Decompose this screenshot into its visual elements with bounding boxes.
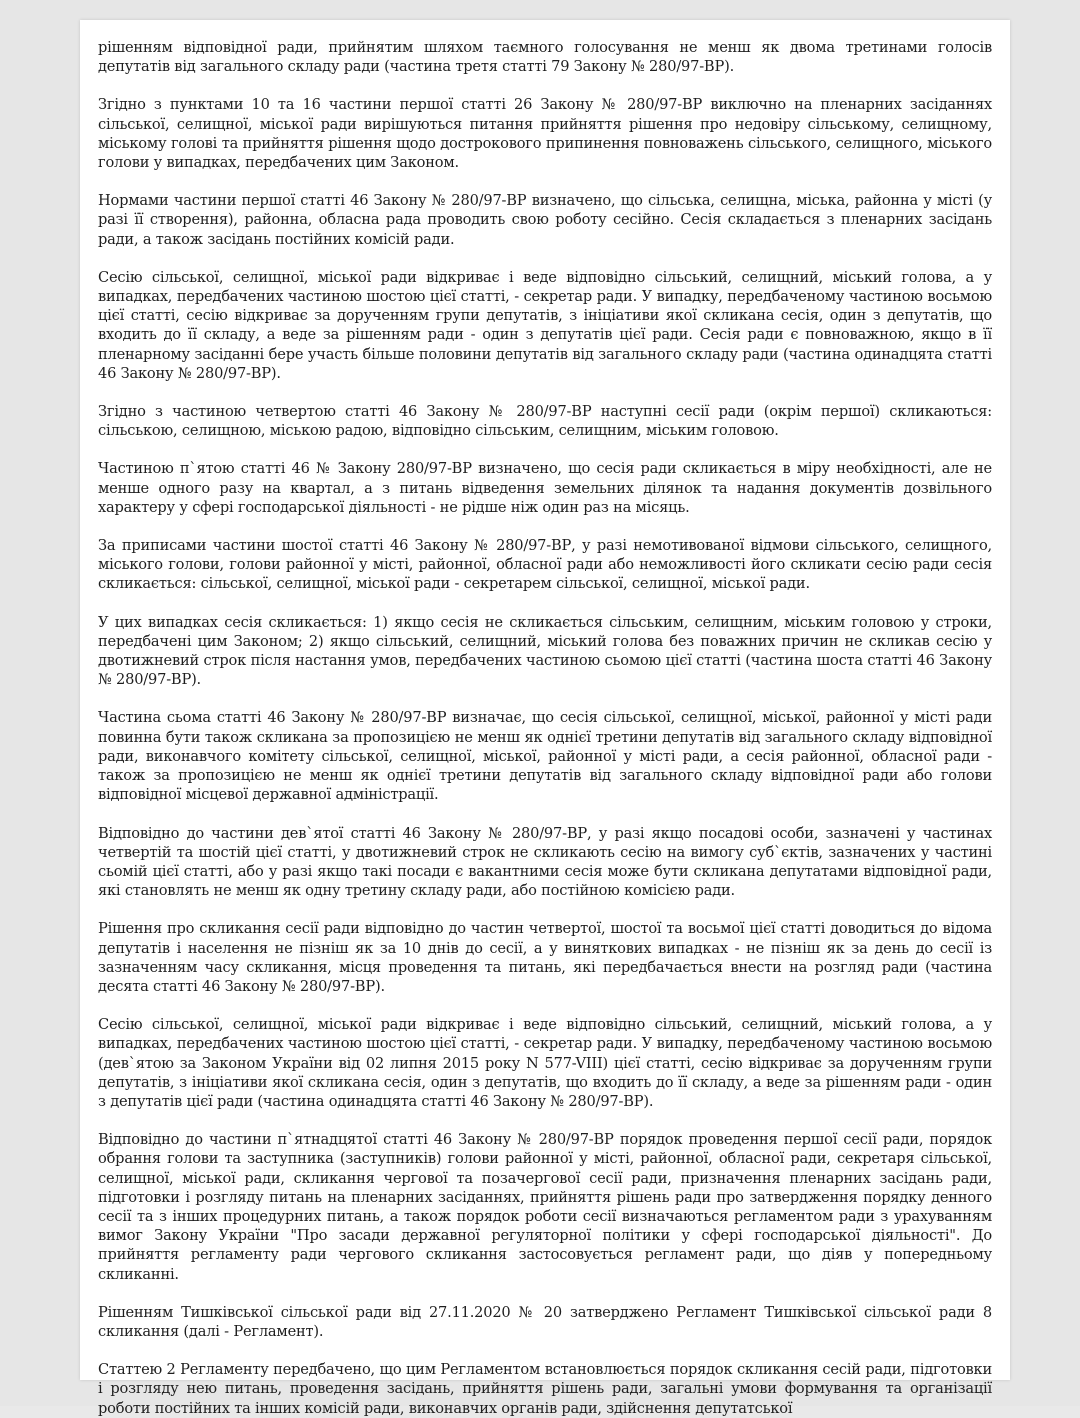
paragraph: Згідно з частиною четвертою статті 46 Закону № 280/97-ВР наступні сесії ради (окрім першої) скликаються: сільською, селищною, міською радою, відповідно сільським, селищним, міським головою. (98, 403, 992, 440)
paragraph: Частина сьома статті 46 Закону № 280/97-ВР визначає, що сесія сільської, селищної, міської, районної у місті ради повинна бути також скликана за пропозицією не менш як однієї третини депутатів від загального складу відповідної ради, виконавчого комітету сільської, селищної, міської, районної у місті ради, а сесія районної, обласної ради - також за пропозицією не менш як однієї третини депутатів від загального складу відповідної ради або голови відповідної місцевої державної адміністрації. (98, 709, 992, 804)
paragraph: Сесію сільської, селищної, міської ради відкриває і веде відповідно сільський, селищний, міський голова, а у випадках, передбачених частиною шостою цієї статті, - секретар ради. У випадку, передбаченому частиною восьмою (дев`ятою за Законом України від 02 липня 2015 року N 577-VIII) цієї статті, сесію відкриває за дорученням групи депутатів, з ініціативи якої скликана сесія, один з депутатів, що входить до її складу, а веде за рішенням ради - один з депутатів цієї ради (частина одинадцята статті 46 Закону № 280/97-ВР). (98, 1016, 992, 1110)
paragraph: Сесію сільської, селищної, міської ради відкриває і веде відповідно сільський, селищний, міський голова, а у випадках, передбачених частиною шостою цієї статті, - секретар ради. У випадку, передбаченому частиною восьмою цієї статті, сесію відкриває за дорученням групи депутатів, з ініціативи якої скликана сесія, один з депутатів, що входить до її складу, а веде за рішенням ради - один з депутатів цієї ради. Сесія ради є повноважною, якщо в її пленарному засіданні бере участь більше половини депутатів від загального складу ради (частина одинадцята статті 46 Закону № 280/97-ВР). (98, 268, 992, 382)
paragraph: У цих випадках сесія скликається: 1) якщо сесія не скликається сільським, селищним, міським головою у строки, передбачені цим Законом; 2) якщо сільський, селищний, міський голова без поважних причин не скликав сесію у двотижневий строк після настання умов, передбачених частиною сьомою цієї статті (частина шоста статті 46 Закону № 280/97-ВР). (98, 613, 992, 689)
paragraph: рішенням відповідної ради, прийнятим шляхом таємного голосування не менш як двома третинами голосів депутатів від загального складу ради (частина третя статті 79 Закону № 280/97-ВР). (98, 39, 992, 76)
document-body (98, 38, 992, 1417)
paragraph: Відповідно до частини п`ятнадцятої статті 46 Закону № 280/97-ВР порядок проведення першої сесії ради, порядок обрання голови та заступника (заступників) голови районної у місті, районної, обласної ради, секретаря сільської, селищної, міської ради, скликання чергової та позачергової сесії ради, призначення пленарних засідань ради, підготовки і розгляду питань на пленарних засіданнях, прийняття рішень ради про затвердження порядку денного сесії та з інших процедурних питань, а також порядок роботи сесії визначаються регламентом ради з урахуванням вимог Закону України "Про засади державної регуляторної політики у сфері господарської діяльності". До прийняття регламенту ради чергового скликання застосовується регламент ради, що діяв у попередньому скликанні. (98, 1131, 992, 1283)
paragraph: Відповідно до частини дев`ятої статті 46 Закону № 280/97-ВР, у разі якщо посадові особи, зазначені у частинах четвертій та шостій цієї статті, у двотижневий строк не скликають сесію на вимогу суб`єктів, зазначених у частині сьомій цієї статті, або у разі якщо такі посади є вакантними сесія може бути скликана депутатами відповідної ради, які становлять не менш як одну третину складу ради, або постійною комісією ради. (98, 824, 992, 900)
paragraph: Статтею 2 Регламенту передбачено, що цим Регламентом встановлюється порядок скликання сесій ради, підготовки і розгляду нею питань, проведення засідань, прийняття рішень ради, загальні умови формування та організації роботи постійних та інших комісій ради, виконавчих органів ради, здійснення депутатської (98, 1361, 992, 1417)
paragraph: Частиною п`ятою статті 46 № Закону 280/97-ВР визначено, що сесія ради скликається в міру необхідності, але не менше одного разу на квартал, а з питань відведення земельних ділянок та надання документів дозвільного характеру у сфері господарської діяльності - не рідше ніж один раз на місяць. (98, 460, 992, 516)
paragraph: Згідно з пунктами 10 та 16 частини першої статті 26 Закону № 280/97-ВР виключно на пленарних засіданнях сільської, селищної, міської ради вирішуються питання прийняття рішення про недовіру сільському, селищному, міському голові та прийняття рішення щодо дострокового припинення повноважень сільського, селищного, міського голови у випадках, передбачених цим Законом. (98, 96, 992, 172)
paragraph: Рішення про скликання сесії ради відповідно до частин четвертої, шостої та восьмої цієї статті доводиться до відома депутатів і населення не пізніш як за 10 днів до сесії, а у виняткових випадках - не пізніш як за день до сесії із зазначенням часу скликання, місця проведення та питань, які передбачається внести на розгляд ради (частина десята статті 46 Закону № 280/97-ВР). (98, 920, 992, 995)
paragraph: Рішенням Тишківської сільської ради від 27.11.2020 № 20 затверджено Регламент Тишківської сільської ради 8 скликання (далі - Регламент). (98, 1303, 992, 1340)
paragraph: За приписами частини шостої статті 46 Закону № 280/97-ВР, у разі немотивованої відмови сільського, селищного, міського голови, голови районної у місті, районної, обласної ради або неможливості його скликати сесію ради сесія скликається: сільської, селищної, міської ради - секретарем сільської, селищної, міської ради. (98, 537, 992, 593)
paragraph: Нормами частини першої статті 46 Закону № 280/97-ВР визначено, що сільська, селищна, міська, районна у місті (у разі її створення), районна, обласна рада проводить свою роботу сесійно. Сесія складається з пленарних засідань ради, а також засідань постійних комісій ради. (98, 192, 992, 248)
